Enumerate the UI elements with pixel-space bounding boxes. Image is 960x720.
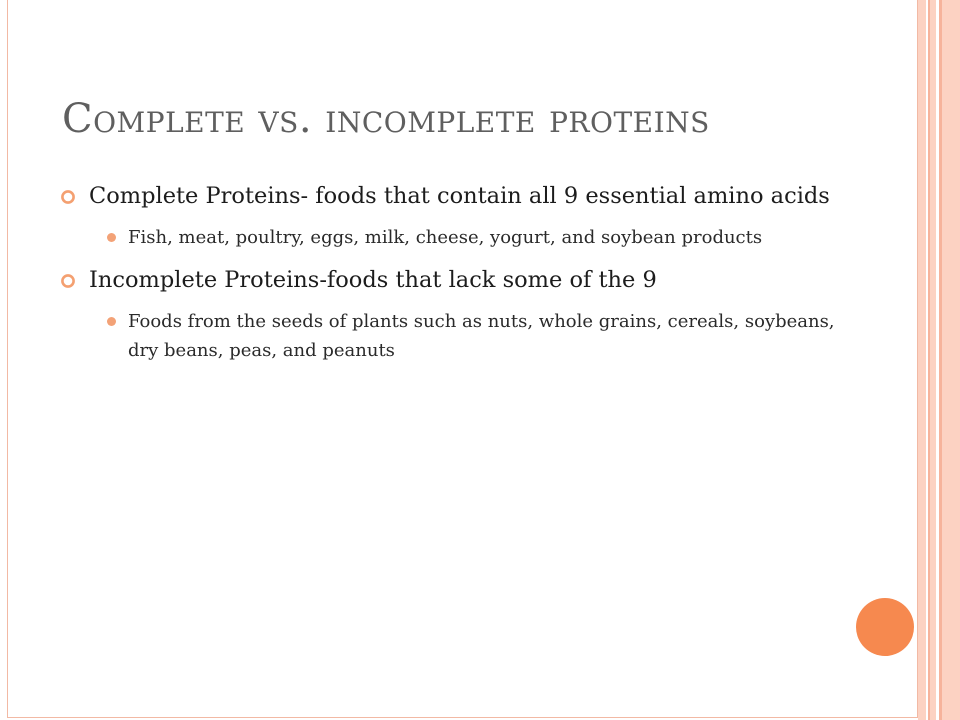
sub-bullet-item bbox=[60, 307, 840, 365]
decorative-stripes bbox=[918, 0, 960, 720]
ring-bullet-icon bbox=[60, 273, 76, 289]
bullet-item bbox=[60, 264, 840, 297]
sub-bullet-item bbox=[60, 223, 840, 252]
orange-circle-icon bbox=[856, 598, 914, 656]
sub-bullet-text: Foods from the seeds of plants such as nuts, whole grains, cereals, soybeans, dry beans, peas, and peanuts bbox=[128, 311, 835, 361]
bullet-text: Incomplete Proteins-foods that lack some of the 9 bbox=[89, 267, 657, 293]
bullet-text: Complete Proteins- foods that contain all 9 essential amino acids bbox=[89, 183, 830, 209]
dot-bullet-icon bbox=[107, 233, 116, 242]
ring-bullet-icon bbox=[60, 189, 76, 205]
stripe bbox=[942, 0, 960, 720]
sub-bullet-text: Fish, meat, poultry, eggs, milk, cheese, yogurt, and soybean products bbox=[128, 227, 763, 248]
stripe bbox=[918, 0, 926, 720]
slide-title: Complete vs. incomplete proteins bbox=[62, 96, 710, 142]
dot-bullet-icon bbox=[107, 317, 116, 326]
bullet-item bbox=[60, 180, 840, 213]
slide-content bbox=[60, 180, 840, 377]
